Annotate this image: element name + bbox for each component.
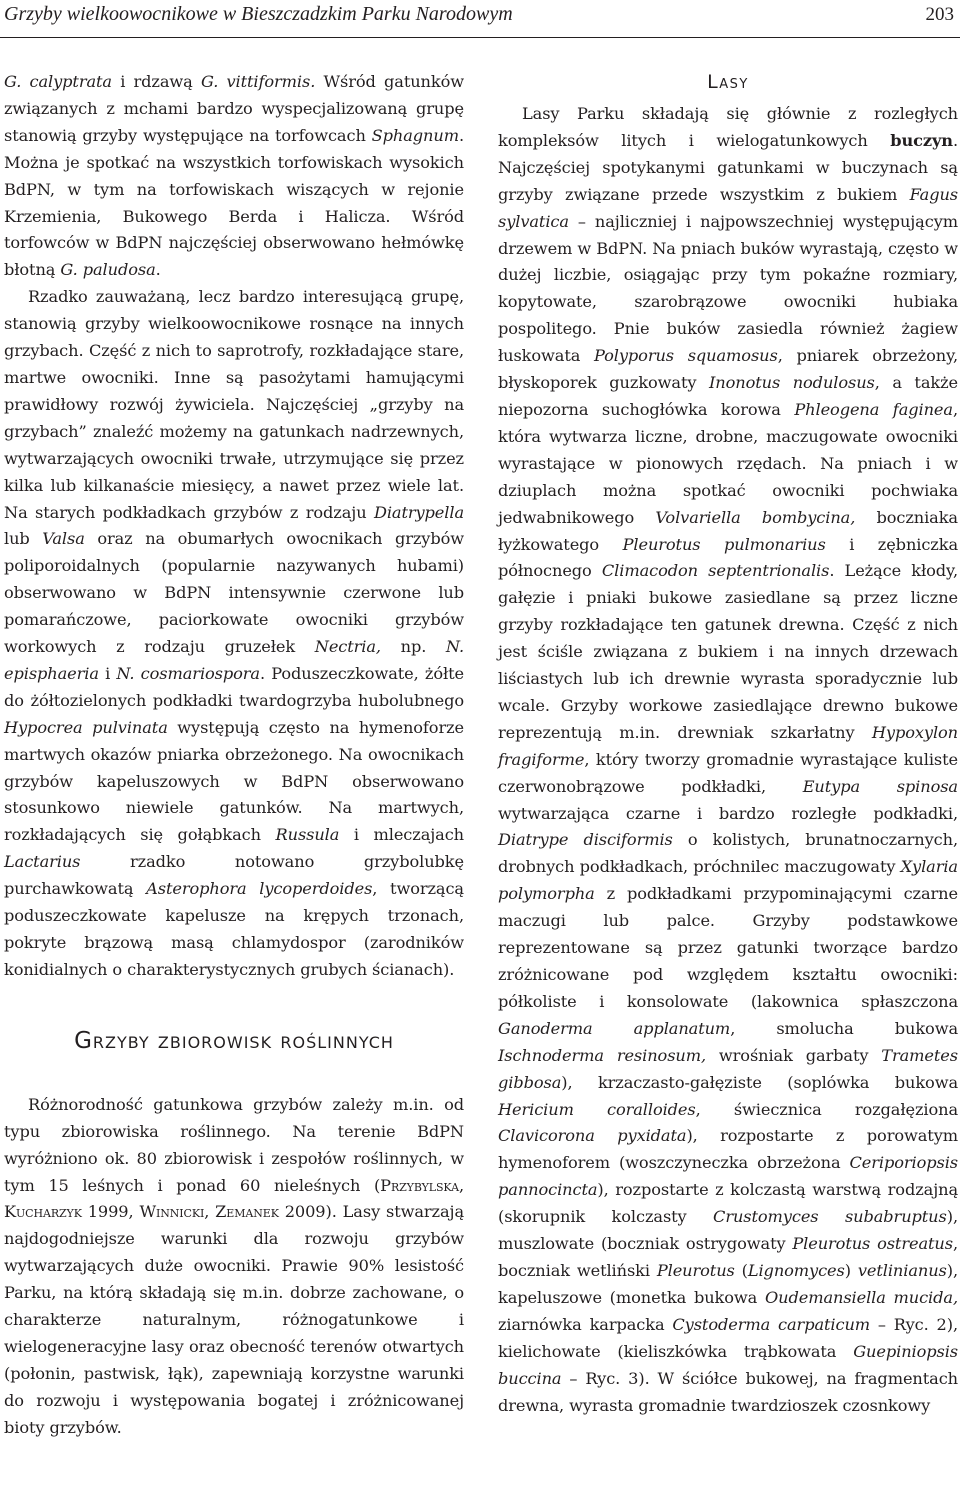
- latin-name: Oudemansiella mucida,: [764, 1287, 958, 1307]
- latin-name: G. vittiformis.: [200, 72, 316, 91]
- text-run: , boczniak wetliński: [498, 1234, 958, 1280]
- text-run: . Poduszeczkowate, żółte do żółtozielonych podkładki twardogrzyba hubolubnego: [4, 663, 464, 710]
- text-run: z podkładkami przypominającymi czarne maczugi lub palce. Grzyby podstawkowe reprezentowane są przez gatunki tworzące bardzo zróżnicowane pod względem kształtu owocniki: półkoliste i konsolowate (lakownica spłaszczona: [498, 884, 958, 1011]
- latin-name: Hypocrea pulvinata: [4, 717, 168, 737]
- paragraph: [498, 101, 958, 1419]
- latin-name: Trametes gibbosa: [498, 1045, 958, 1092]
- text-run: ), rozpostarte z kolczastą warstwą rodzajną (skorupnik kolczasty: [498, 1180, 958, 1227]
- text-run: 2009). Lasy stwarzają najdogodniejsze warunki dla rozwoju grzybów wytwarzających duże owocniki. Prawie 90% lesistość Parku, na którą składają się m.in. dobrze zachowane, o charakterze naturalnym, różnogatunkowe i wielogeneracyjne lasy oraz obecność terenów otwartych (połonin, pastwisk, łąk), zapewniają korzystne warunki do rozwoju i występowania bogatej i zróżnicowanej bioty grzybów.: [4, 1202, 465, 1437]
- latin-name: G. paludosa: [60, 260, 156, 280]
- section-heading: Grzyby zbiorowisk roślinnych: [74, 1027, 394, 1054]
- latin-name: Volvariella bombycina,: [655, 507, 856, 527]
- latin-name: Pleurotus ostreatus: [792, 1234, 953, 1254]
- text-run: – Ryc. 3). W ściółce bukowej, na fragmentach drewna, wyrasta gromadnie twardzioszek czosnkowy: [498, 1368, 958, 1415]
- text-run: i mleczajach: [339, 825, 465, 845]
- running-title: Grzyby wielkoowocnikowe w Bieszczadzkim Parku Narodowym: [4, 3, 513, 25]
- text-run: np.: [380, 637, 446, 657]
- text-run: i zębniczka północnego: [498, 534, 958, 581]
- latin-name: vetlinianus: [857, 1260, 947, 1280]
- text-run: ), krzaczasto-gałęziste (soplówka bukowa: [561, 1072, 958, 1092]
- text-run: , która wytwarza liczne, drobne, maczugowate owocniki wyrastające w pionowych rzędach. Na pniach i w dziuplach można spotkać owocniki pochwiaka jedwabnikowego: [498, 399, 958, 527]
- text-run: wrośniak garbaty: [706, 1045, 882, 1065]
- text-run: ), muszlowate (boczniak ostrygowaty: [498, 1207, 958, 1254]
- latin-name: Pleurotus pulmonarius: [622, 534, 826, 554]
- text-run: (: [734, 1260, 748, 1280]
- text-run: – najliczniej i najpowszechniej występującym drzewem w BdPN. Na pniach buków wyrastają, często w dużej liczbie, osiągając przy tym pokaźne rozmiary, kopytowate, szarobrązowe owocniki hubiaka pospolitego. Pnie buków zasiedla również żagiew łuskowata: [498, 211, 958, 366]
- latin-name: Ceriporiopsis pannocincta: [498, 1153, 958, 1200]
- text-run: Wśród gatunków związanych z mchami bardzo wyspecjalizowaną grupę stanowią grzyby występujące na torfowcach: [4, 72, 464, 145]
- text-run: – Ryc. 2), kielichowate (kieliszkówka trąbkowata: [498, 1314, 959, 1361]
- latin-name: N. episphaeria: [4, 637, 464, 683]
- latin-name: Polyporus squamosus: [594, 346, 778, 366]
- page-number: 203: [925, 4, 954, 25]
- latin-name: Guepiniopsis buccina: [498, 1341, 958, 1388]
- latin-name: Phleogena faginea: [794, 399, 953, 419]
- latin-name: Lactarius: [4, 852, 81, 872]
- latin-name: N. cosmariospora: [116, 663, 260, 683]
- left-column: [4, 69, 464, 1442]
- text-run: Rzadko zauważaną, lecz bardzo interesującą grupę, stanowią grzyby wielkoowocnikowe rosnące na innych grzybach. Część z nich to saprotrofy, rozkładające stare, martwe owocniki. Inne są pasożytami hamującymi prawidłowy rozwój żywiciela. Najczęściej „grzyby na grzybach” znaleźć możemy na gatunkach nadrzewnych, wytwarzających owocniki trwałe, utrzymujące się przez kilka lub kilkanaście miesięcy, a nawet przez wiele lat. Na starych podkładkach grzybów z rodzaju: [4, 287, 464, 522]
- text-run: o kolistych, brunatnoczarnych, drobnych podkładkach, próchnilec maczugowaty: [498, 830, 958, 877]
- text-run: ,: [204, 1202, 216, 1222]
- latin-name: Cystoderma carpaticum: [672, 1314, 871, 1334]
- latin-name: Sphagnum: [371, 125, 459, 145]
- latin-name: Valsa: [42, 529, 85, 549]
- text-run: ,: [458, 1175, 464, 1195]
- latin-name: Diatrype disciformis: [498, 830, 673, 850]
- text-run: rzadko notowano grzybolubkę purchawkowatą: [4, 852, 464, 899]
- author-citation: Winnicki: [139, 1202, 205, 1222]
- text-run: Różnorodność gatunkowa grzybów zależy m.in. od typu zbiorowiska roślinnego. Na terenie BdPN wyróżniono ok. 80 zbiorowisk i zespołów roślinnych, w tym 15 leśnych i ponad 60 nieleśnych (: [4, 1094, 464, 1195]
- text-run: . Można je spotkać na wszystkich torfowiskach wysokich BdPN, w tym na torfowiskach wiszących w rejonie Krzemienia, Bukowego Berda i Halicza. Wśród torfowców w BdPN najczęściej obserwowano hełmówkę błotną: [4, 125, 464, 280]
- text-run: oraz na obumarłych owocnikach grzybów poliporoidalnych (popularnie nazywanych hubami) obserwowano w BdPN intensywnie czerwone lub pomarańczowe, paciorkowate owocniki grzybów workowych z rodzaju gruzełek: [4, 529, 465, 657]
- latin-name: Hericium coralloides: [498, 1099, 696, 1119]
- author-citation: Kucharzyk: [4, 1202, 82, 1222]
- latin-name: Clavicorona pyxidata: [498, 1126, 687, 1146]
- latin-name: Diatrypella: [373, 502, 464, 522]
- paragraph: [4, 69, 464, 284]
- latin-name: Fagus sylvatica: [498, 184, 958, 231]
- latin-name: Xylaria polymorpha: [498, 857, 958, 904]
- text-run: występują często na hymenoforze martwych okazów pniarka obrzeżonego. Na owocnikach grzybów kapeluszowych w BdPN obserwowano stosunkowo niewiele gatunków. Na martwych, rozkładających się gołąbkach: [4, 717, 464, 845]
- text-run: .: [155, 260, 161, 280]
- text-run: , pniarek obrzeżony, błyskoporek guzkowaty: [498, 346, 959, 393]
- text-run: , który tworzy gromadnie wyrastające kuliste czerwonobrązowe podkładki,: [498, 749, 958, 796]
- text-run: ), kapeluszowe (monetka bukowa: [498, 1260, 959, 1307]
- paragraph: [4, 1092, 464, 1442]
- text-run: , świecznica rozgałęziona: [695, 1099, 958, 1119]
- text-run: Lasy Parku składają się głównie z rozległych kompleksów litych i wielogatunkowych: [498, 104, 958, 150]
- latin-name: Asterophora lycoperdoides: [146, 879, 373, 899]
- latin-name: Lignomyces: [747, 1260, 845, 1280]
- text-run: lub: [4, 529, 43, 549]
- latin-name: Hypoxylon fragiforme: [498, 722, 958, 769]
- text-run: ): [844, 1260, 858, 1280]
- page-header: [0, 0, 960, 40]
- latin-name: Inonotus nodulosus: [708, 373, 875, 393]
- text-run: . Leżące kłody, gałęzie i pniaki bukowe zasiedlane są przez liczne grzyby rozkładające ten gatunek drewna. Część z nich jest ściśle związana z bukiem i na innych drzewach liściastych lub ich drewnie wyrasta sporadycznie lub wcale. Grzyby workowe zasiedlające drewno bukowe reprezentują m.in. drewniak szkarłatny: [498, 561, 958, 742]
- header-rule: [0, 37, 960, 38]
- text-run: wytwarzająca czarne i bardzo rozległe podkładki,: [498, 803, 958, 823]
- subsection-heading: Lasy: [707, 71, 749, 93]
- text-run: , smolucha bukowa: [730, 1018, 959, 1038]
- latin-name: Eutypa spinosa: [802, 776, 958, 796]
- latin-name: G. calyptrata: [4, 72, 112, 91]
- paragraph: [4, 284, 464, 984]
- text-run: , tworzącą poduszeczkowate kapelusze na krępych trzonach, pokryte brązową masą chlamydospor (zarodników konidialnych o charakterystycznych grubych ścianach).: [4, 879, 464, 979]
- latin-name: Crustomyces subabruptus: [713, 1207, 947, 1227]
- text-run: , a także niepozorna suchogłówka korowa: [498, 373, 958, 419]
- bold-term: buczyn: [890, 130, 953, 150]
- text-run: boczniaka łyżkowatego: [498, 507, 958, 554]
- right-column: [498, 69, 958, 1419]
- author-citation: Przybylska: [380, 1175, 459, 1195]
- text-run: 1999,: [81, 1202, 140, 1222]
- latin-name: Nectria,: [314, 637, 381, 657]
- latin-name: Ganoderma applanatum: [498, 1018, 731, 1038]
- author-citation: Zemanek: [215, 1202, 279, 1222]
- text-run: ziarnówka karpacka: [498, 1314, 673, 1334]
- latin-name: Climacodon septentrionalis: [601, 561, 830, 581]
- latin-name: Pleurotus: [656, 1260, 735, 1280]
- text-run: i: [98, 663, 117, 683]
- text-run: i rdzawą: [111, 72, 201, 91]
- latin-name: Ischnoderma resinosum,: [498, 1045, 707, 1065]
- text-run: ), rozpostarte z porowatym hymenoforem (woszczyneczka obrzeżona: [498, 1126, 958, 1173]
- text-run: . Najczęściej spotykanymi gatunkami w buczynach są grzyby związane przede wszystkim z bukiem: [498, 130, 958, 204]
- latin-name: Russula: [275, 825, 340, 845]
